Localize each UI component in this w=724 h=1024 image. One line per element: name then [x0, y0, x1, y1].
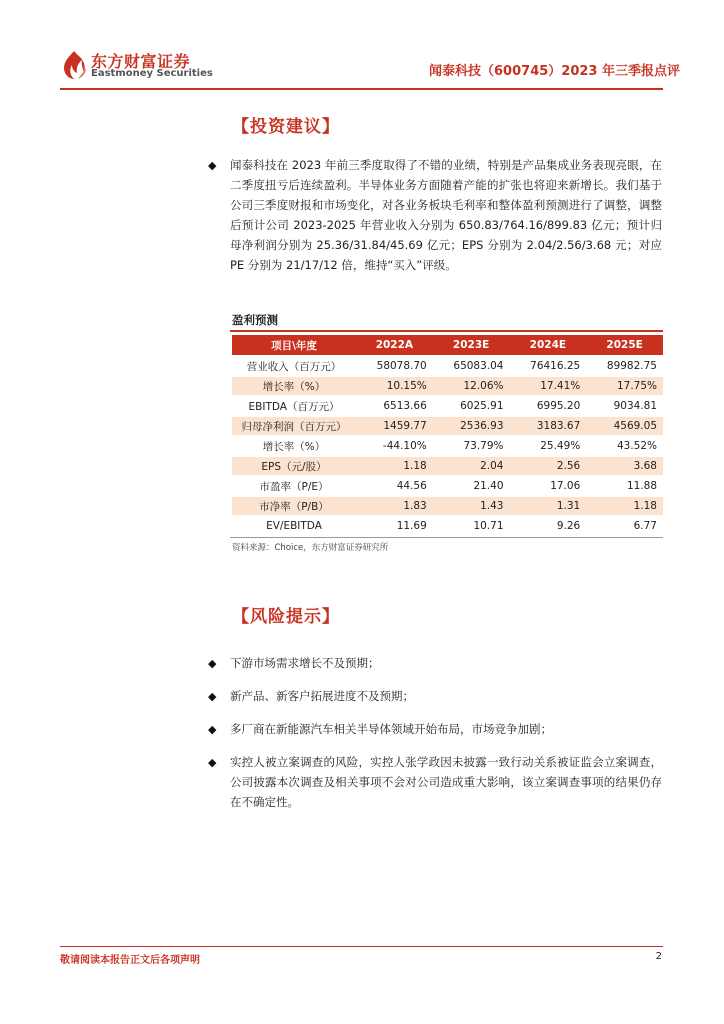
table-cell: 9.26: [556, 520, 581, 532]
table-cell: 1.83: [356, 497, 433, 515]
row-label: EPS（元/股）: [232, 457, 356, 475]
table-bottom-divider: [230, 537, 663, 538]
table-cell: 89982.75: [606, 360, 657, 372]
row-label: 营业收入（百万元）: [246, 360, 342, 373]
risk-item-text: 下游市场需求增长不及预期；: [230, 656, 380, 670]
risk-item: [208, 653, 662, 673]
table-row: [232, 437, 663, 455]
footer-divider: [60, 946, 663, 947]
table-cell: -44.10%: [382, 440, 427, 452]
earnings-forecast-table: [232, 333, 663, 537]
table-cell: 2.04: [433, 457, 510, 475]
investment-advice-paragraph: [208, 155, 662, 275]
table-cell: 1.31: [510, 497, 587, 515]
risk-item: [208, 752, 662, 812]
risk-item-text: 新产品、新客户拓展进度不及预期；: [230, 689, 414, 703]
table-row: [232, 397, 663, 415]
column-header: 项目\年度: [232, 335, 356, 355]
eastmoney-logo: [60, 46, 220, 86]
logo-text-cn: 东方财富证券: [91, 52, 191, 71]
table-row: [232, 517, 663, 535]
table-cell: 6.77: [633, 520, 657, 532]
table-title-divider: [230, 330, 663, 332]
logo-text-en: Eastmoney Securities: [91, 68, 213, 79]
table-cell: 6025.91: [460, 400, 504, 412]
table-cell: 9034.81: [613, 400, 657, 412]
table-cell: 65083.04: [453, 360, 504, 372]
row-label: EBITDA（百万元）: [248, 400, 340, 413]
table-cell: 17.41%: [510, 377, 587, 395]
row-label: 归母净利润（百万元）: [232, 417, 356, 435]
table-row: [232, 417, 663, 435]
table-cell: 1.18: [586, 497, 663, 515]
column-header: 2024E: [510, 335, 587, 355]
table-cell: 44.56: [396, 480, 427, 492]
report-title: 闻泰科技（600745）2023 年三季报点评: [429, 64, 680, 79]
table-cell: 6995.20: [536, 400, 581, 412]
table-cell: 12.06%: [433, 377, 510, 395]
data-source-note: 资料来源：Choice，东方财富证券研究所: [232, 543, 389, 553]
row-label: 增长率（%）: [262, 440, 326, 453]
table-cell: 1.18: [356, 457, 433, 475]
table-cell: 76416.25: [530, 360, 581, 372]
risk-item: [208, 719, 662, 739]
logo-flame-icon: [60, 50, 88, 80]
table-cell: 6513.66: [383, 400, 427, 412]
diamond-bullet-icon: ◆: [208, 657, 217, 670]
table-cell: 73.79%: [463, 440, 504, 452]
table-cell: 10.15%: [356, 377, 433, 395]
row-label: 市净率（P/B）: [232, 497, 356, 515]
footer-disclaimer: 敬请阅读本报告正文后各项声明: [60, 955, 200, 966]
table-cell: 43.52%: [616, 440, 657, 452]
table-row: [232, 357, 663, 375]
table-cell: 3.68: [586, 457, 663, 475]
table-header-row: [232, 335, 663, 355]
risk-item: [208, 686, 662, 706]
diamond-bullet-icon: ◆: [208, 690, 217, 703]
row-label: 增长率（%）: [232, 377, 356, 395]
row-label: EV/EBITDA: [266, 520, 322, 532]
column-header: 2025E: [586, 335, 663, 355]
page-number: 2: [655, 951, 662, 962]
table-row: [232, 477, 663, 495]
risk-item-text: 实控人被立案调查的风险，实控人张学政因未披露一致行动关系被证监会立案调查，公司披露本次调查及相关事项不会对公司造成重大影响，该立案调查事项的结果仍存在不确定性。: [230, 755, 662, 809]
table-cell: 1459.77: [356, 417, 433, 435]
risk-warning-heading: 【风险提示】: [232, 607, 340, 627]
table-cell: 2.56: [510, 457, 587, 475]
table-cell: 4569.05: [586, 417, 663, 435]
table-row: [232, 377, 663, 395]
table-cell: 10.71: [473, 520, 504, 532]
row-label: 市盈率（P/E）: [259, 480, 329, 493]
table-cell: 17.06: [550, 480, 581, 492]
column-header: 2023E: [433, 335, 510, 355]
table-cell: 58078.70: [376, 360, 427, 372]
table-cell: 21.40: [473, 480, 504, 492]
header-divider: [60, 88, 663, 90]
diamond-bullet-icon: ◆: [208, 159, 217, 172]
risk-list: [208, 653, 662, 825]
table-cell: 3183.67: [510, 417, 587, 435]
page-header: [60, 46, 680, 86]
table-cell: 2536.93: [433, 417, 510, 435]
table-cell: 25.49%: [540, 440, 581, 452]
diamond-bullet-icon: ◆: [208, 756, 217, 769]
diamond-bullet-icon: ◆: [208, 723, 217, 736]
table-row: [232, 497, 663, 515]
risk-item-text: 多厂商在新能源汽车相关半导体领域开始布局，市场竞争加剧；: [230, 722, 552, 736]
table-cell: 11.69: [396, 520, 427, 532]
investment-advice-heading: 【投资建议】: [232, 117, 340, 137]
table-cell: 1.43: [433, 497, 510, 515]
forecast-table-title: 盈利预测: [232, 313, 278, 327]
column-header: 2022A: [356, 335, 433, 355]
table-cell: 17.75%: [586, 377, 663, 395]
table-cell: 11.88: [626, 480, 657, 492]
investment-advice-text: 闻泰科技在 2023 年前三季度取得了不错的业绩，特别是产品集成业务表现亮眼，在二季度扭亏后连续盈利。半导体业务方面随着产能的扩张也将迎来新增长。我们基于公司三季度财报和市场变化，对各业务板块毛利率和整体盈利预测进行了调整，调整后预计公司 2023-2025 年营业收入分别为 650.83/764.16/899.83 亿元；预计归母净利润分别为 25.36/31.84/45.69 亿元；EPS 分别为 2.04/2.56/3.68 元；对应 PE 分别为 21/17/12 倍，维持“买入”评级。: [230, 158, 662, 272]
table-row: [232, 457, 663, 475]
